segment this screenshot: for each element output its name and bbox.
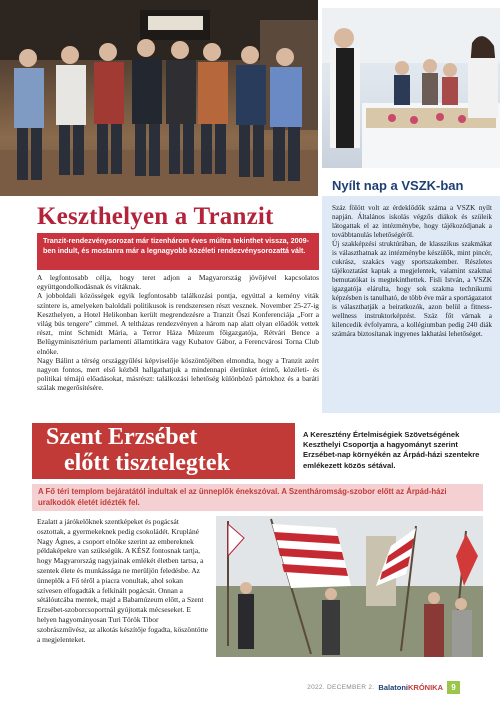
vszk-body-text — [332, 204, 492, 339]
vszk-open-day-photo — [322, 8, 500, 168]
flags-photo-illustration — [216, 516, 483, 657]
footer-date: 2022. DECEMBER 2. — [307, 683, 375, 691]
tranzit-photo-illustration — [0, 0, 318, 196]
vszk-paragraph: Száz fölött volt az érdeklődők száma a VSZK nyílt napján. Általános iskolás végzős diákok és szüleik látogattak el az intézménybe, hogy tájékozódjanak a továbbtanulás lehetőségéről. — [332, 204, 492, 239]
szent-headline-line1: Szent Erzsébet — [46, 424, 198, 450]
szent-paragraph: Ezalatt a járókelőknek szentképeket és pogácsát osztottak, a gyermekeknek pedig csokoládét. Krupláné Nagy Ágnes, a csoport elnöke szerint az embereknek példaképekre van szükségük. A KÉSZ fontosnak tartja, hogy Magyarország nagyjainak emlékét életben tartsa, a szentek élete és munkássága ne merüljön feledésbe. Az ünneplők a Fő téről a piacra vonultak, ahol sokan szívesen elfogadták a felkínált pogácsát. Onnan a sétálóutcába mentek, majd a Babamúzeum előtt, a Szent Erzsébet-szoborcsoportnál gyújtottak mécseseket. E helyen hagyományosan Turi Török Tibor szobrászművész, az alkotás készítője fogadta, köszöntötte a megjelenteket. — [37, 517, 208, 644]
procession-flags-photo — [216, 516, 483, 657]
tranzit-paragraph: A jobboldali közösségek egyik legfontosabb találkozási pontja, egyúttal a kemény viták színtere is, amelyeken baloldali politikusok is rendszeresen részt vesznek. November 25-27-ig Keszthelyen, a Hotel Helikonban került megrendezésre a Tranzit Őszi Konferenciája „Forr a világ bús tengere” címmel. A teltházas rendezvényen a három nap alatt olyan előadók vettek részt, mint Schmidt Mária, a Terror Háza Múzeum főigazgatója, Rétvári Bence a Belügyminisztérium parlamenti államtitkára vagy Kubatov Gábor, a Ferencvárosi Torna Club elnöke. — [37, 291, 319, 356]
footer-logo — [378, 683, 443, 692]
tranzit-paragraph: Nagy Bálint a térség országgyűlési képviselője köszöntőjében elmondta, hogy a Tranzit azért nagyon fontos, mert első kézből hallgathatjuk a mindennapi életünket érintő, közéleti- és politikai témájú előadásokat, másrészt: találkozási lehetőség különböző pártokhoz és a baráti szálak megerősítésére. — [37, 355, 319, 393]
szent-body-text — [37, 517, 209, 644]
tranzit-body-text — [37, 273, 319, 393]
tranzit-lead-box: Tranzit-rendezvénysorozat már tizenhárom éves múltra tekinthet vissza, 2009-ben indult, és mostanra már a legnagyobb közéleti rendezvénysorozattá vált. — [37, 233, 319, 270]
footer-logo-suffix: KRÓNIKA — [408, 682, 443, 692]
vszk-photo-illustration — [322, 8, 500, 168]
vszk-headline: Nyílt nap a VSZK-ban — [332, 178, 464, 193]
vszk-paragraph: Új szakképzési struktúrában, de klasszikus szakmákat is választhatnak az intézménybe készülők, mint pincér, cukrász, szakács vagy sportszakember. Részletes tájékoztatást kaptak a megjelentek, valamint szakmai bemutatókat is megtekinthettek. Fisli István, a VSZK igazgatója elárulta, hogy sok szakma technikumi képzésben is tanulható, de több éve már a sportágazatot is választhatják a beiratkozók, azon belül a fitness-wellness instruktorképzést. Száz főt várnak a kilencedik évfolyamra, a kollégiumban pedig 240 diák számára biztosítanak ingyenes lakhatási lehetőséget. — [332, 240, 492, 338]
page-footer — [307, 680, 460, 694]
page-number-badge: 9 — [447, 681, 460, 694]
tranzit-headline: Keszthelyen a Tranzit — [37, 203, 274, 230]
szent-lead-text: A Keresztény Értelmiségiek Szövetségének Keszthelyi Csoportja a hagyományt szerint Erzsébet-nap környékén az Árpád-házi szentekre emlékezett közös sétával. — [303, 430, 480, 470]
szent-highlight-bar: A Fő téri templom bejáratától indultak el az ünneplők énekszóval. A Szentháromság-szobor előtt az Árpád-házi uralkodók életét idézték fel. — [32, 484, 483, 511]
tranzit-group-photo — [0, 0, 318, 196]
szent-headline-line2: előtt tisztelegtek — [64, 450, 230, 476]
tranzit-paragraph: A legfontosabb célja, hogy teret adjon a Magyarország jövőjével kapcsolatos együttgondolkodásnak és vitáknak. — [37, 273, 319, 292]
footer-logo-prefix: Balatoni — [378, 682, 408, 692]
